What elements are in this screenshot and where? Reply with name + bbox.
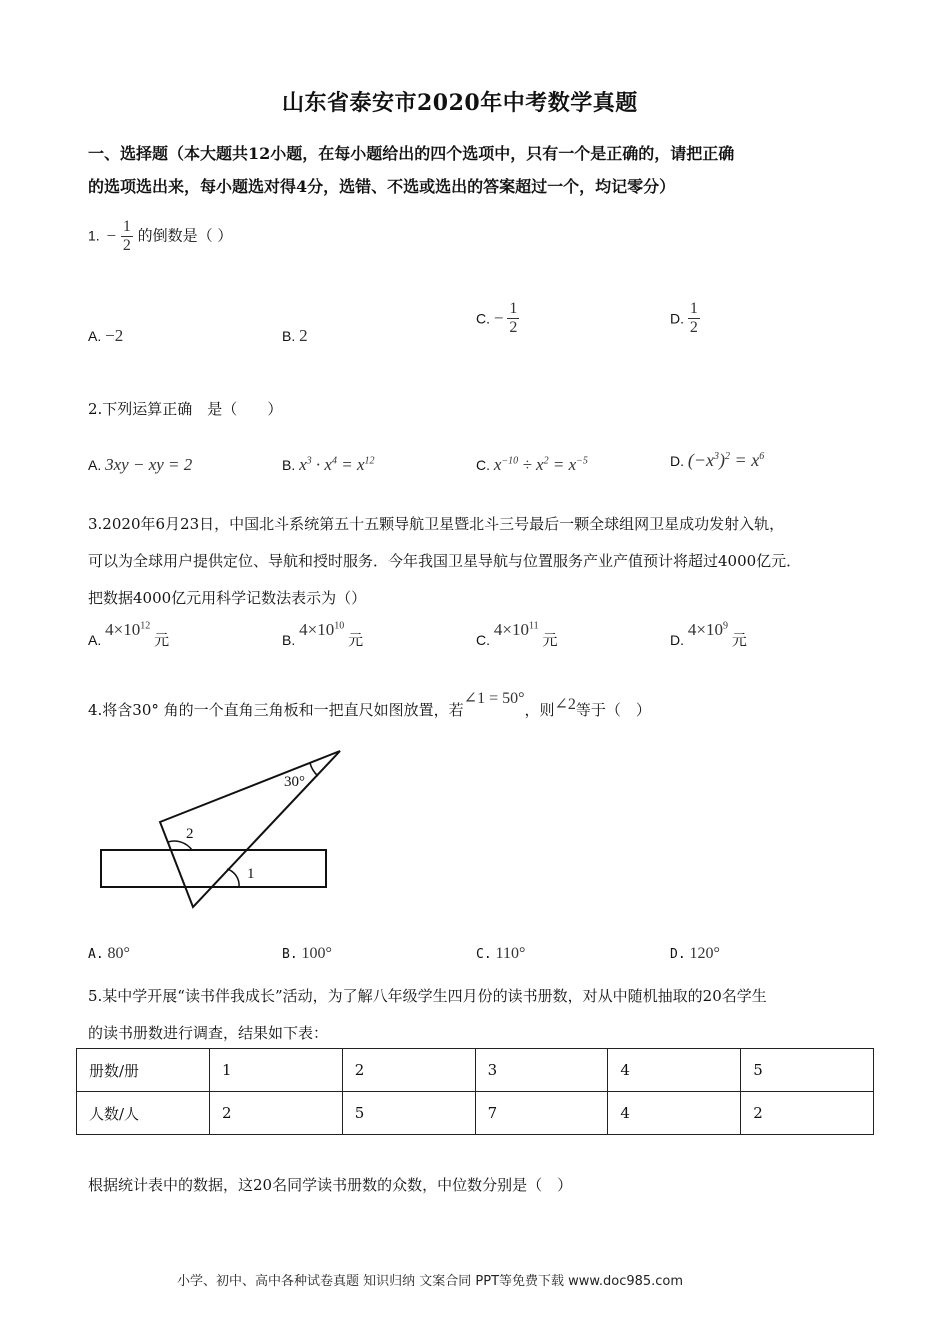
q2-option-b[interactable] <box>282 455 375 475</box>
table-cell: 5 <box>741 1049 874 1092</box>
fraction-numerator: 1 <box>122 218 131 235</box>
question-1-number: 1. <box>88 227 100 244</box>
label-30: 30° <box>284 774 305 790</box>
option-value: 100° <box>301 945 332 962</box>
page-footer: 小学、初中、高中各种试卷真题 知识归纳 文案合同 PPT等免费下载 www.doc985.com <box>177 1274 684 1289</box>
question-3-line1: 3.2020年6月23日，中国北斗系统第五十五颗导航卫星暨北斗三号最后一颗全球组网卫星成功发射入轨， <box>88 515 785 533</box>
question-5-line1: 5.某中学开展“读书伴我成长”活动，为了解八年级学生四月份的读书册数，对从中随机抽取的20名学生 <box>88 987 767 1005</box>
q1-option-a[interactable] <box>88 326 123 346</box>
section-header-line1: 一、选择题（本大题共12小题，在每小题给出的四个选项中，只有一个是正确的，请把正确 <box>88 144 735 163</box>
question-5-prompt: 根据统计表中的数据，这20名同学读书册数的众数，中位数分别是（ ） <box>88 1176 573 1194</box>
option-label: A. <box>88 632 102 648</box>
q4-option-a[interactable] <box>88 945 130 963</box>
q2-option-a[interactable] <box>88 455 192 475</box>
table-cell: 2 <box>741 1092 874 1135</box>
option-value: 2 <box>299 326 308 345</box>
question-4-text-a: 4.将含30° 角的一个直角三角板和一把直尺如图放置，若 <box>88 701 464 719</box>
q3-option-d[interactable] <box>670 620 747 650</box>
question-3-line2: 可以为全球用户提供定位、导航和授时服务．今年我国卫星导航与位置服务产业产值预计将超过4000亿元． <box>88 552 802 570</box>
option-expression: 3xy − xy = 2 <box>105 455 193 474</box>
option-value: 80° <box>107 945 130 962</box>
q4-option-b[interactable] <box>282 945 332 963</box>
question-4-angle1: ∠1 = 50° <box>463 690 525 707</box>
option-expression: $4\times 10^9$ <box>687 620 728 639</box>
option-label: D. <box>670 947 686 962</box>
option-label: B. <box>282 947 298 962</box>
option-expression: $(-x^3)^2 = x^6$ <box>687 450 765 470</box>
fraction-denominator: 2 <box>509 319 518 336</box>
option-expression: $4\times 10^{11}$ <box>493 620 539 639</box>
option-label: C. <box>476 947 492 962</box>
fraction-numerator: 1 <box>509 300 518 317</box>
option-expression: $4\times 10^{12}$ <box>105 620 151 639</box>
q2-option-d[interactable] <box>670 450 764 471</box>
q2-option-c[interactable] <box>476 455 588 475</box>
q4-option-c[interactable] <box>476 945 525 963</box>
option-label: B. <box>282 457 296 473</box>
option-unit: 元 <box>348 632 364 649</box>
question-2: 2.下列运算正确 是（ ） <box>88 400 283 418</box>
fraction-denominator: 2 <box>689 319 698 336</box>
option-label: A. <box>88 457 102 473</box>
question-4-angle2: ∠2 <box>554 696 576 713</box>
angle-1-arc <box>227 869 239 887</box>
q3-option-a[interactable] <box>88 620 169 650</box>
angle-2-arc <box>168 841 192 850</box>
question-5 <box>88 978 767 1052</box>
option-value: 110° <box>495 945 526 962</box>
question-4-text-c: 等于（ ） <box>575 701 651 719</box>
section-header <box>88 137 734 203</box>
option-label: D. <box>670 632 684 648</box>
question-1-fraction <box>121 218 133 255</box>
option-value: 120° <box>689 945 720 962</box>
option-label: C. <box>476 457 490 473</box>
option-expression: $4\times 10^{10}$ <box>299 620 345 639</box>
table-cell: 册数/册 <box>77 1049 210 1092</box>
label-angle-2: 2 <box>186 826 194 842</box>
option-label: C. <box>476 310 490 327</box>
option-label: B. <box>282 328 296 344</box>
question-4-text-b: ，则 <box>524 701 555 719</box>
option-unit: 元 <box>542 632 558 649</box>
option-expression: $x^{-10} \div x^2 = x^{-5}$ <box>493 455 588 474</box>
page-title: 山东省泰安市2020年中考数学真题 <box>282 90 638 116</box>
question-3 <box>88 506 801 617</box>
option-label: A. <box>88 328 102 344</box>
option-label: B. <box>282 632 296 648</box>
fraction-numerator: 1 <box>689 300 698 317</box>
table-cell: 5 <box>342 1092 475 1135</box>
table-cell: 人数/人 <box>77 1092 210 1135</box>
q3-option-b[interactable] <box>282 620 363 650</box>
table-cell: 2 <box>342 1049 475 1092</box>
option-fraction <box>507 300 519 337</box>
question-4 <box>88 688 651 720</box>
option-fraction <box>688 300 700 337</box>
table-cell: 2 <box>210 1092 343 1135</box>
question-1-text: 的倒数是（ ） <box>137 226 233 245</box>
question-1-minus: − <box>106 225 117 245</box>
q4-option-d[interactable] <box>670 945 720 963</box>
table-cell: 1 <box>210 1049 343 1092</box>
table-cell: 7 <box>475 1092 608 1135</box>
option-label: D. <box>670 310 684 327</box>
table-cell: 3 <box>475 1049 608 1092</box>
option-label: A. <box>88 947 104 962</box>
option-expression: $x^3 \cdot x^4 = x^{12}$ <box>299 455 375 474</box>
q3-option-c[interactable] <box>476 620 558 650</box>
table-cell: 4 <box>608 1092 741 1135</box>
table-row <box>77 1049 874 1092</box>
question-5-line2: 的读书册数进行调查，结果如下表： <box>88 1024 329 1042</box>
question-3-line3: 把数据4000亿元用科学记数法表示为（） <box>88 589 367 607</box>
reading-data-table <box>76 1048 874 1135</box>
fraction-denominator: 2 <box>122 237 131 254</box>
question-1 <box>88 218 232 255</box>
section-header-line2: 的选项选出来，每小题选对得4分，选错、不选或选出的答案超过一个，均记零分） <box>88 177 676 196</box>
q1-option-b[interactable] <box>282 326 308 346</box>
ruler-shape <box>101 850 326 887</box>
angle-30-arc <box>310 763 318 776</box>
option-minus: − <box>493 308 504 328</box>
label-angle-1: 1 <box>247 866 255 882</box>
table-row <box>77 1092 874 1135</box>
option-value: −2 <box>105 326 124 345</box>
option-unit: 元 <box>731 632 747 649</box>
option-label: D. <box>670 453 684 469</box>
option-unit: 元 <box>154 632 170 649</box>
option-label: C. <box>476 632 490 648</box>
q1-option-d[interactable] <box>670 300 700 337</box>
triangle-ruler-figure <box>96 745 346 915</box>
table-cell: 4 <box>608 1049 741 1092</box>
q1-option-c[interactable] <box>476 300 519 337</box>
